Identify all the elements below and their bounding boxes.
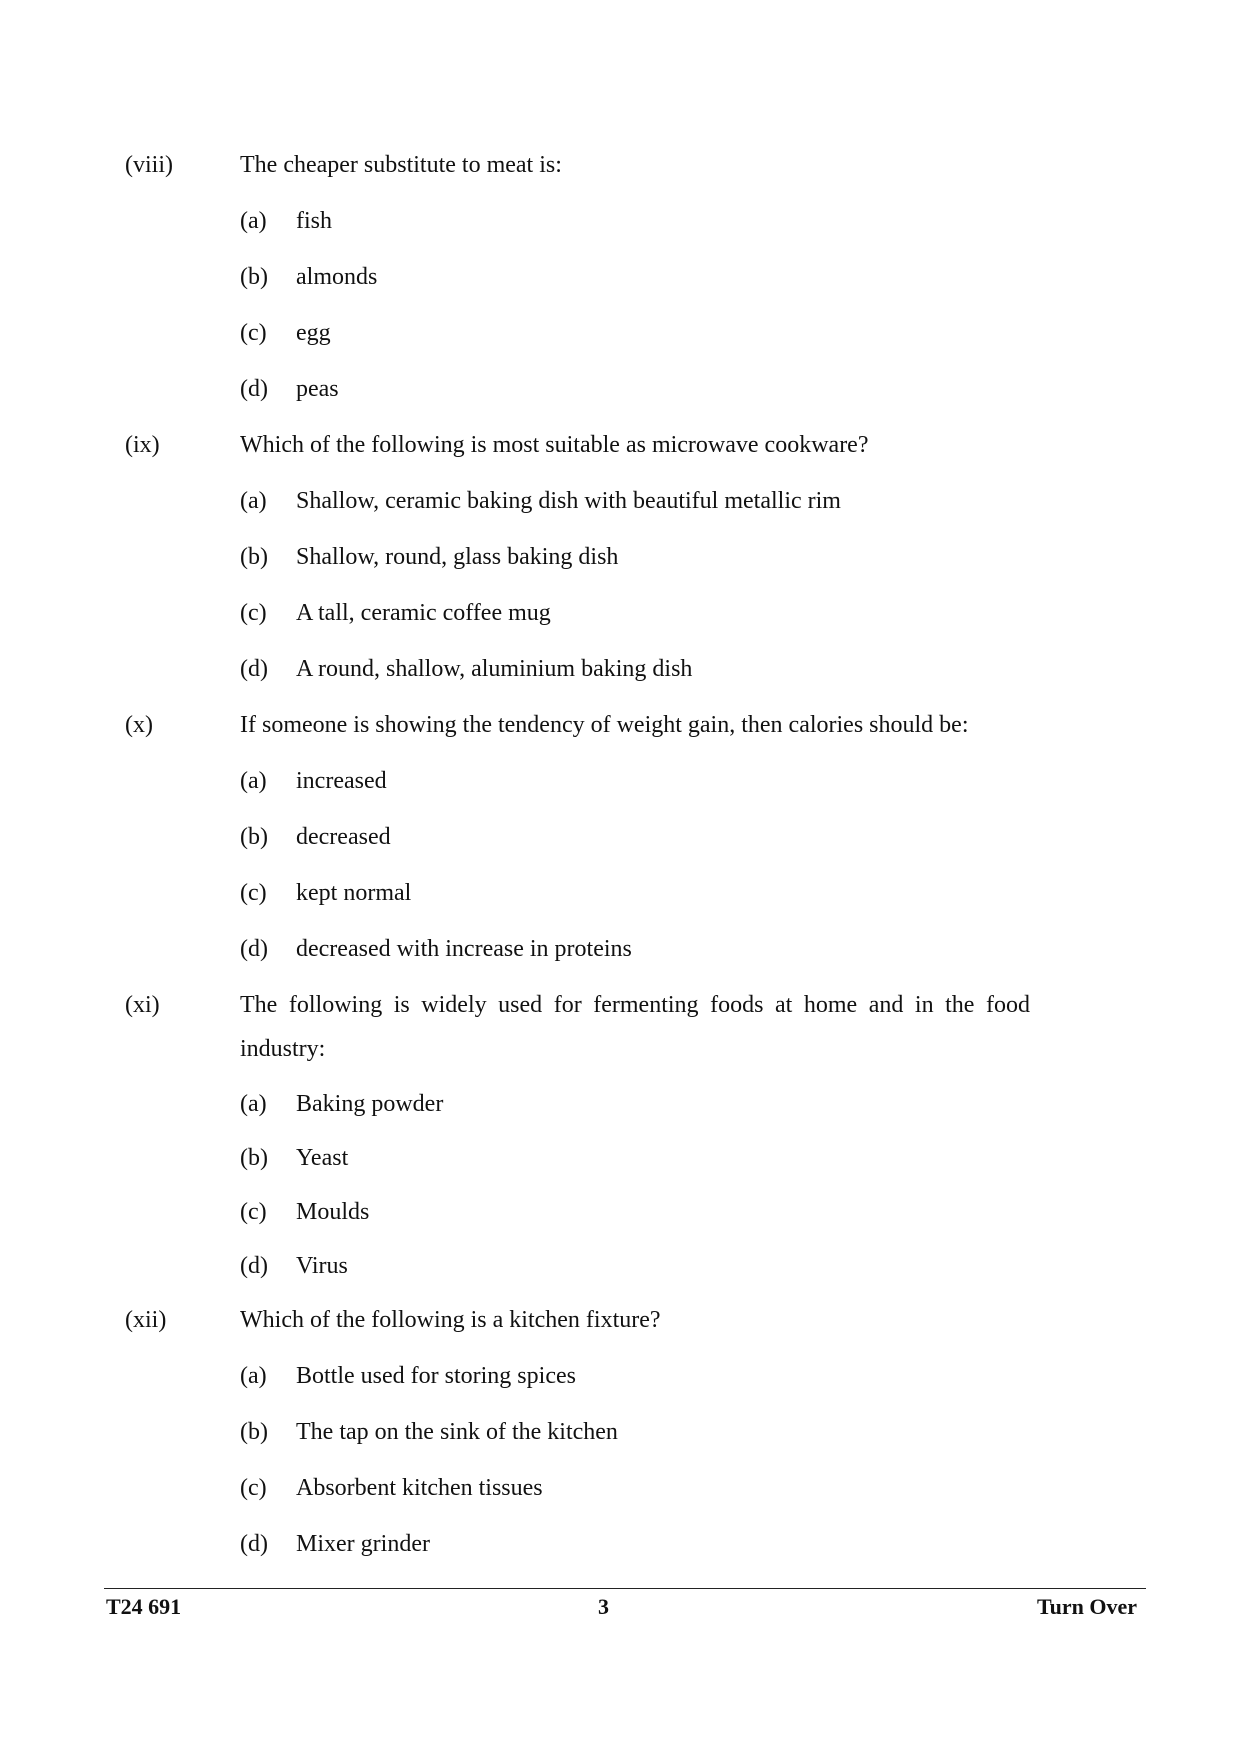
- option-text: Virus: [296, 1253, 348, 1279]
- option-label: (c): [240, 320, 267, 346]
- option-text: Absorbent kitchen tissues: [296, 1475, 543, 1501]
- option-text: peas: [296, 376, 339, 402]
- option-label: (b): [240, 1145, 268, 1171]
- option-text: Bottle used for storing spices: [296, 1363, 576, 1389]
- option-label: (a): [240, 1363, 267, 1389]
- question-number: (ix): [125, 432, 160, 458]
- option-label: (d): [240, 1253, 268, 1279]
- option-label: (a): [240, 768, 267, 794]
- question-number: (x): [125, 712, 153, 738]
- option-label: (a): [240, 208, 267, 234]
- paper-code: T24 691: [106, 1594, 182, 1619]
- option-label: (d): [240, 656, 268, 682]
- option-label: (c): [240, 880, 267, 906]
- option-label: (d): [240, 376, 268, 402]
- option-text: The tap on the sink of the kitchen: [296, 1419, 618, 1445]
- option-label: (d): [240, 1531, 268, 1557]
- question-text: Which of the following is most suitable as microwave cookware?: [240, 432, 869, 458]
- question-number: (viii): [125, 152, 173, 178]
- question-text: If someone is showing the tendency of weight gain, then calories should be:: [240, 712, 969, 738]
- option-label: (b): [240, 824, 268, 850]
- option-label: (b): [240, 264, 268, 290]
- option-label: (c): [240, 1475, 267, 1501]
- question-text: The cheaper substitute to meat is:: [240, 152, 562, 178]
- option-text: Mixer grinder: [296, 1531, 430, 1557]
- option-label: (a): [240, 1091, 267, 1117]
- option-label: (b): [240, 1419, 268, 1445]
- option-label: (b): [240, 544, 268, 570]
- option-text: Yeast: [296, 1145, 349, 1171]
- question-number: (xii): [125, 1307, 167, 1333]
- option-label: (c): [240, 600, 267, 626]
- option-label: (c): [240, 1199, 267, 1225]
- option-text: decreased: [296, 824, 391, 850]
- option-text: almonds: [296, 264, 378, 290]
- question-text: Which of the following is a kitchen fixture?: [240, 1307, 661, 1333]
- page-number: 3: [598, 1594, 609, 1619]
- option-text: A tall, ceramic coffee mug: [296, 600, 551, 626]
- option-text: egg: [296, 320, 331, 346]
- turn-over-label: Turn Over: [1036, 1594, 1137, 1619]
- question-text: The following is widely used for fermenting foods at home and in the food industry:: [240, 992, 1030, 1062]
- option-label: (d): [240, 936, 268, 962]
- footer-divider: [104, 1588, 1146, 1589]
- option-text: decreased with increase in proteins: [296, 936, 632, 962]
- option-text: Moulds: [296, 1199, 370, 1225]
- option-text: Shallow, ceramic baking dish with beautiful metallic rim: [296, 488, 841, 514]
- option-text: Baking powder: [296, 1091, 444, 1117]
- option-text: kept normal: [296, 880, 412, 906]
- option-text: A round, shallow, aluminium baking dish: [296, 656, 693, 682]
- question-number: (xi): [125, 992, 160, 1018]
- option-text: fish: [296, 208, 332, 234]
- option-label: (a): [240, 488, 267, 514]
- option-text: Shallow, round, glass baking dish: [296, 544, 619, 570]
- option-text: increased: [296, 768, 387, 794]
